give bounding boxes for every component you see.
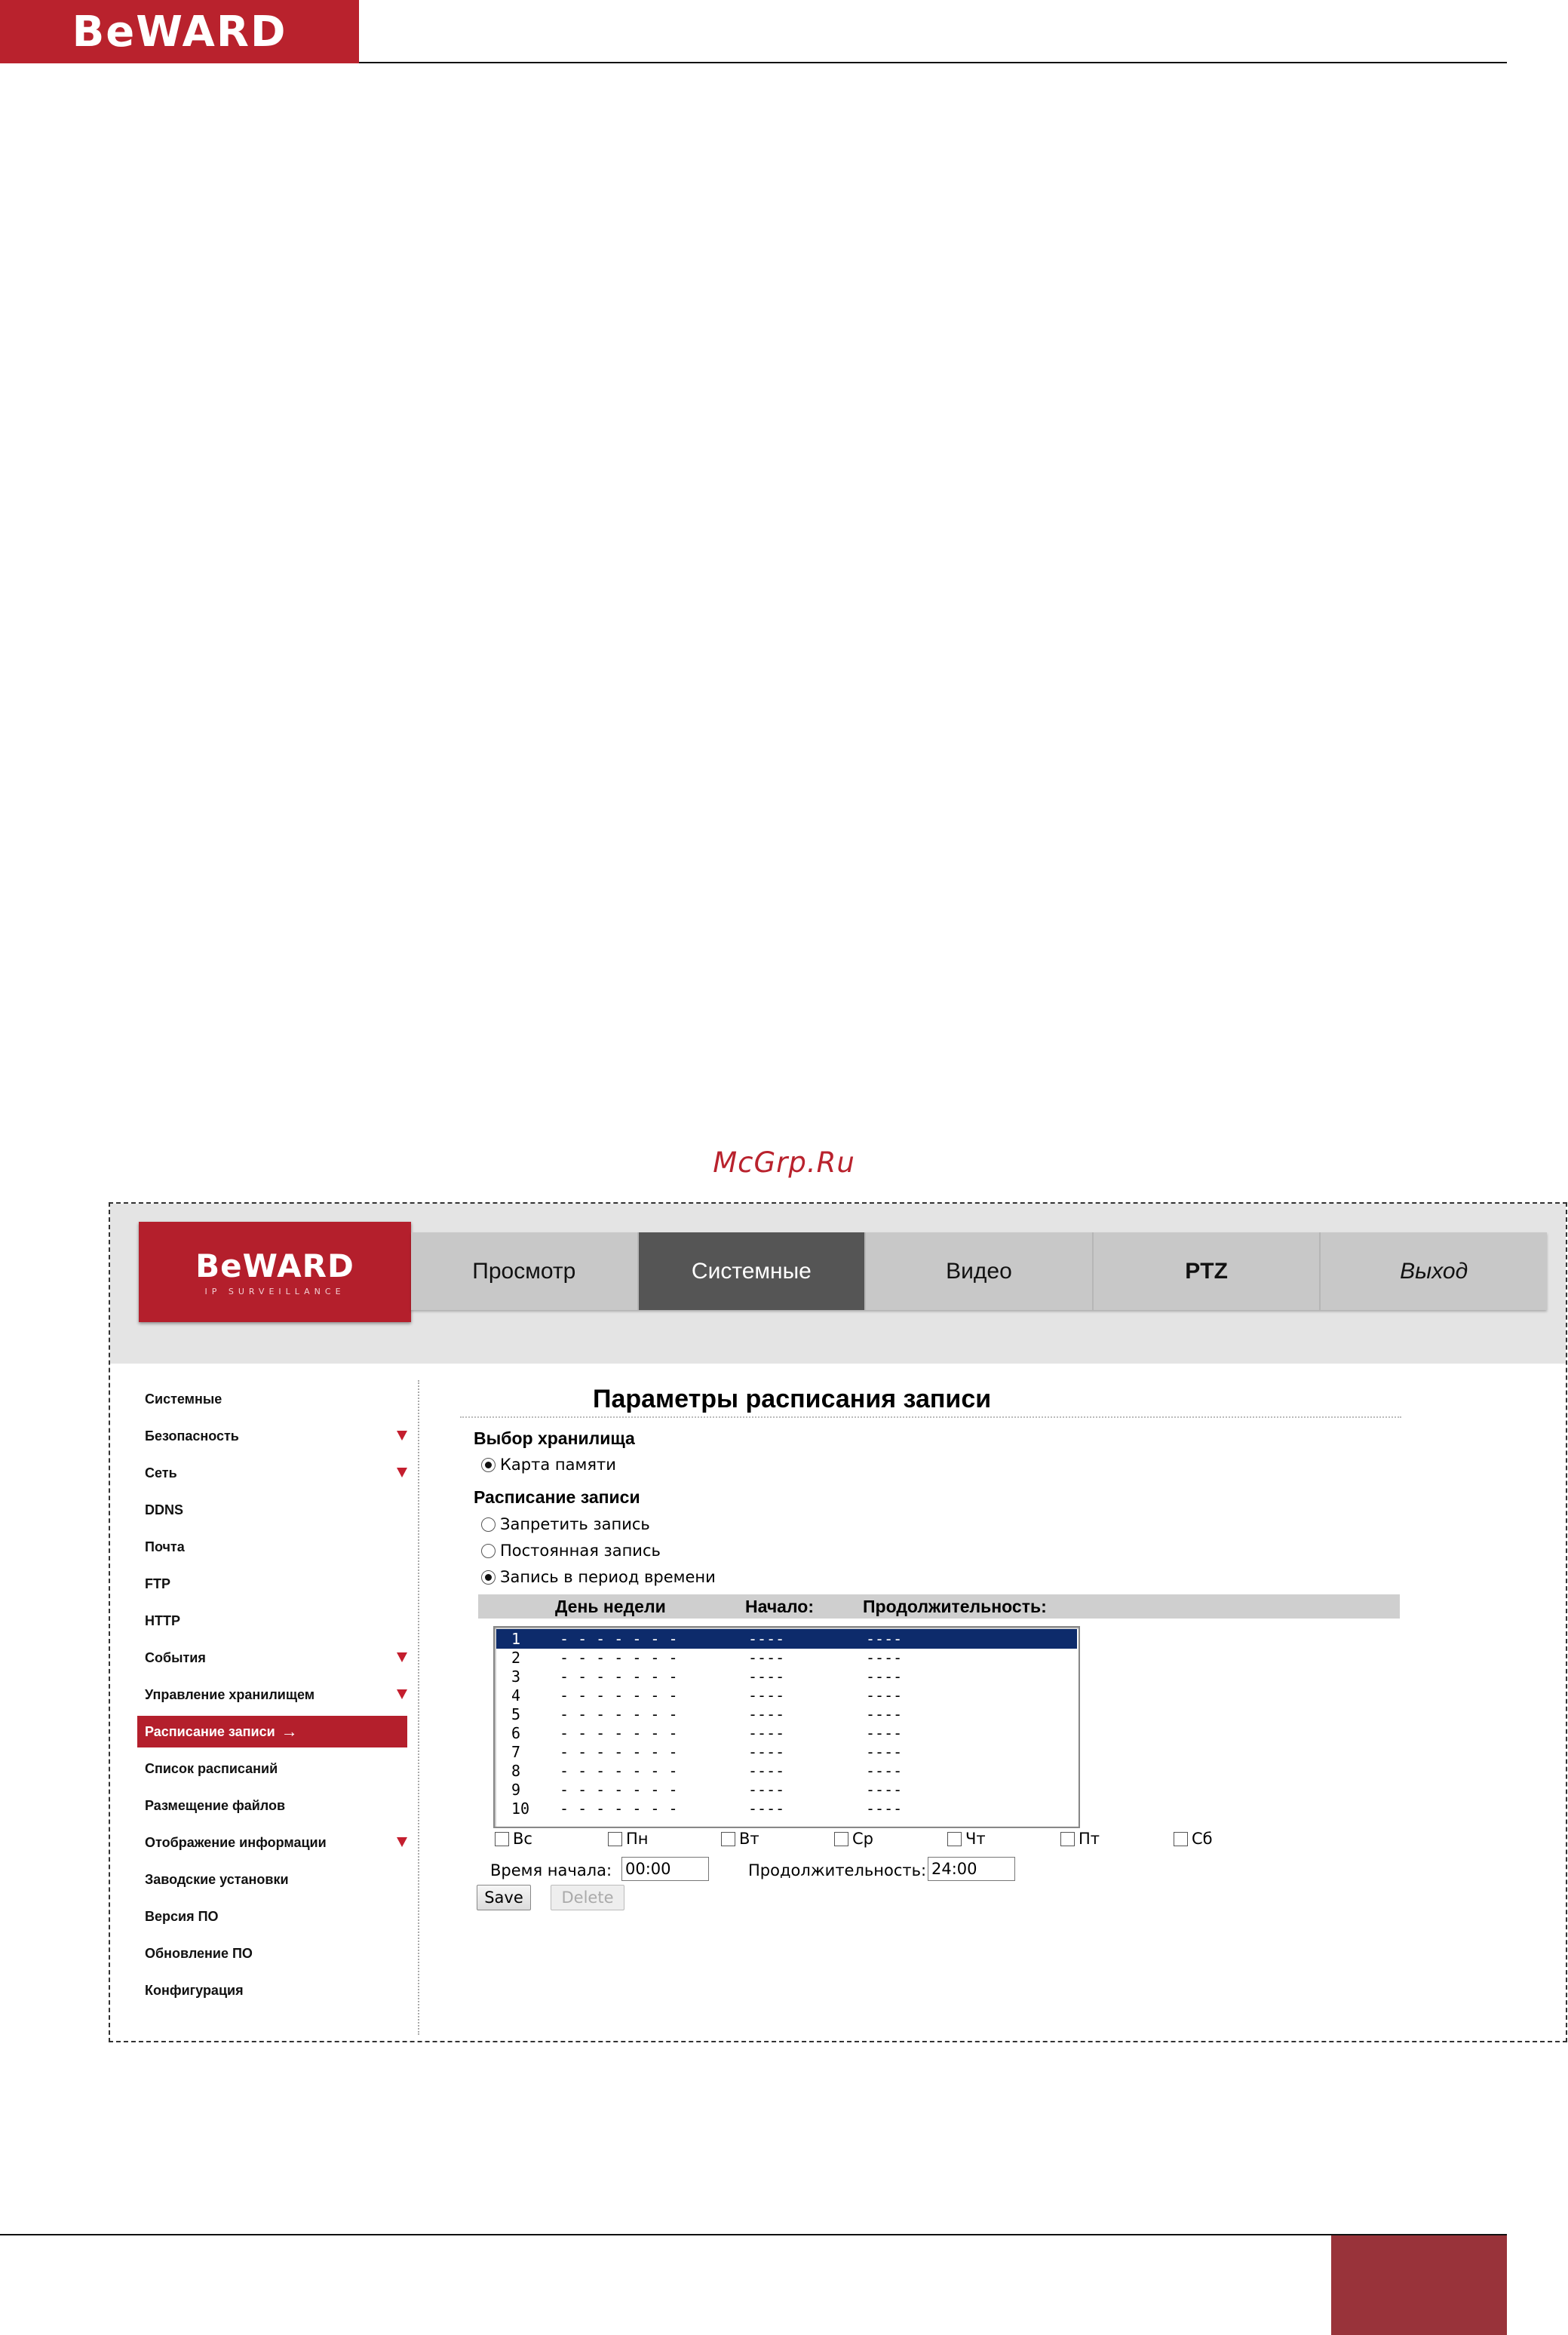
schedule-option-label: Постоянная запись (500, 1542, 661, 1560)
main-tabs (411, 1232, 1547, 1310)
screenshot-frame (109, 1202, 1567, 2042)
sidebar-item-ddns[interactable] (145, 1496, 410, 1524)
row-days: - - - - - - - (560, 1686, 678, 1704)
row-days: - - - - - - - (560, 1630, 678, 1648)
storage-label: Выбор хранилища (474, 1428, 635, 1448)
column-header-start: Начало: (745, 1597, 814, 1616)
checkbox-icon[interactable] (947, 1832, 962, 1846)
sidebar-item-label: HTTP (145, 1612, 180, 1628)
sidebar-item-events[interactable] (145, 1643, 410, 1672)
row-days: - - - - - - - (560, 1668, 678, 1686)
tab-view[interactable]: Просмотр (411, 1232, 639, 1310)
sidebar-item-http[interactable] (145, 1606, 410, 1635)
sidebar-item-configuration[interactable] (145, 1976, 410, 2005)
day-label: Сб (1192, 1830, 1213, 1848)
schedule-option-continuous[interactable] (481, 1542, 661, 1560)
list-item[interactable] (496, 1686, 1077, 1705)
doc-logo-text: BeWARD (72, 7, 287, 57)
save-button[interactable]: Save (477, 1885, 531, 1910)
sidebar-item-label: Управление хранилищем (145, 1686, 315, 1702)
page-title: Параметры расписания записи (593, 1385, 992, 1413)
row-start: ---- (748, 1668, 785, 1686)
list-item[interactable] (496, 1648, 1077, 1668)
schedule-option-label: Запретить запись (500, 1515, 650, 1533)
day-checkbox-tue[interactable] (721, 1830, 759, 1848)
app-logo-word: BeWARD (195, 1247, 354, 1284)
sidebar-item-label: Заводские установки (145, 1871, 289, 1887)
sidebar-item-label: Отображение информации (145, 1834, 327, 1850)
tab-logout[interactable]: Выход (1400, 1258, 1468, 1284)
start-time-input[interactable]: 00:00 (621, 1857, 709, 1881)
day-label: Вс (513, 1830, 532, 1848)
sidebar-item-display-info[interactable] (145, 1828, 410, 1857)
row-days: - - - - - - - (560, 1705, 678, 1723)
row-number: 1 (511, 1630, 521, 1648)
list-item[interactable] (496, 1780, 1077, 1800)
day-checkbox-thu[interactable] (947, 1830, 986, 1848)
title-divider (460, 1416, 1401, 1418)
row-days: - - - - - - - (560, 1762, 678, 1780)
row-duration: ---- (866, 1762, 903, 1780)
expand-arrow-icon (397, 1431, 407, 1441)
day-label: Пт (1079, 1830, 1100, 1848)
doc-header-rule (359, 62, 1507, 63)
tab-video[interactable]: Видео (866, 1232, 1094, 1310)
row-number: 2 (511, 1649, 521, 1667)
storage-option-label: Карта памяти (500, 1456, 616, 1474)
row-start: ---- (748, 1724, 785, 1742)
sidebar-item-label: Системные (145, 1391, 222, 1407)
sidebar-item-storage[interactable] (145, 1680, 410, 1709)
sidebar-item-label: События (145, 1649, 206, 1665)
expand-arrow-icon (397, 1652, 407, 1662)
row-duration: ---- (866, 1781, 903, 1799)
row-number: 6 (511, 1724, 521, 1742)
start-time-label: Время начала: (490, 1861, 612, 1879)
day-label: Вт (739, 1830, 759, 1848)
row-days: - - - - - - - (560, 1781, 678, 1799)
sidebar-item-label: Обновление ПО (145, 1945, 253, 1961)
sidebar-item-label: Почта (145, 1539, 185, 1554)
row-start: ---- (748, 1800, 785, 1818)
row-days: - - - - - - - (560, 1743, 678, 1761)
list-item[interactable] (496, 1742, 1077, 1762)
day-label: Ср (852, 1830, 873, 1848)
sidebar-item-schedule-list[interactable] (145, 1754, 410, 1783)
sidebar-item-firmware-update[interactable] (145, 1939, 410, 1968)
list-item[interactable] (496, 1704, 1077, 1724)
list-item[interactable] (496, 1667, 1077, 1686)
sidebar-item-factory-defaults[interactable] (145, 1865, 410, 1894)
row-duration: ---- (866, 1724, 903, 1742)
radio-icon[interactable] (481, 1458, 496, 1472)
expand-arrow-icon (397, 1468, 407, 1477)
sidebar-item-label: Версия ПО (145, 1908, 219, 1924)
schedule-option-label: Запись в период времени (500, 1568, 716, 1586)
list-item[interactable] (496, 1629, 1077, 1649)
sidebar-item-label: Безопасность (145, 1428, 239, 1444)
sidebar-item-label: FTP (145, 1576, 170, 1591)
checkbox-icon[interactable] (834, 1832, 848, 1846)
duration-input[interactable]: 24:00 (928, 1857, 1015, 1881)
column-header-day: День недели (555, 1597, 666, 1616)
doc-footer-rule (0, 2234, 1507, 2235)
radio-icon[interactable] (481, 1544, 496, 1558)
row-duration: ---- (866, 1630, 903, 1648)
radio-icon[interactable] (481, 1517, 496, 1532)
row-start: ---- (748, 1705, 785, 1723)
radio-icon[interactable] (481, 1570, 496, 1585)
day-label: Чт (965, 1830, 986, 1848)
schedule-table-header (478, 1594, 1400, 1619)
sidebar-item-system[interactable] (145, 1385, 410, 1413)
doc-footer-block (1331, 2235, 1507, 2335)
sidebar-item-label: Список расписаний (145, 1760, 278, 1776)
day-checkbox-wed[interactable] (834, 1830, 873, 1848)
row-number: 7 (511, 1743, 521, 1761)
row-duration: ---- (866, 1668, 903, 1686)
sidebar-item-firmware-version[interactable] (145, 1902, 410, 1931)
row-start: ---- (748, 1686, 785, 1704)
schedule-label: Расписание записи (474, 1487, 640, 1507)
sidebar (110, 1385, 419, 2041)
duration-label: Продолжительность: (748, 1861, 927, 1879)
tab-system[interactable]: Системные (639, 1232, 867, 1310)
row-duration: ---- (866, 1800, 903, 1818)
row-number: 4 (511, 1686, 521, 1704)
sidebar-item-label: Расписание записи (145, 1723, 275, 1739)
watermark: McGrp.Ru (713, 1146, 855, 1179)
row-number: 5 (511, 1705, 521, 1723)
tab-ptz[interactable]: PTZ (1094, 1232, 1321, 1310)
sidebar-item-record-schedule[interactable] (137, 1716, 407, 1747)
row-start: ---- (748, 1781, 785, 1799)
sidebar-item-file-location[interactable] (145, 1791, 410, 1820)
list-item[interactable] (496, 1799, 1077, 1818)
list-item[interactable] (496, 1723, 1077, 1743)
sidebar-item-network[interactable] (145, 1459, 410, 1487)
storage-option-sdcard[interactable] (481, 1456, 616, 1474)
day-checkbox-sat[interactable] (1174, 1830, 1213, 1848)
row-duration: ---- (866, 1743, 903, 1761)
row-number: 3 (511, 1668, 521, 1686)
app-logo-subtitle: IP SURVEILLANCE (204, 1287, 345, 1296)
sidebar-item-label: Сеть (145, 1465, 177, 1480)
row-number: 9 (511, 1781, 521, 1799)
row-start: ---- (748, 1762, 785, 1780)
right-arrow-icon: → (281, 1722, 298, 1741)
schedule-listbox[interactable] (493, 1626, 1080, 1828)
checkbox-icon[interactable] (1060, 1832, 1075, 1846)
row-duration: ---- (866, 1705, 903, 1723)
list-item[interactable] (496, 1761, 1077, 1781)
schedule-option-disable[interactable] (481, 1515, 650, 1533)
row-start: ---- (748, 1743, 785, 1761)
top-bar (110, 1204, 1566, 1364)
app-logo (139, 1222, 411, 1322)
checkbox-icon[interactable] (721, 1832, 735, 1846)
row-days: - - - - - - - (560, 1724, 678, 1742)
row-days: - - - - - - - (560, 1800, 678, 1818)
checkbox-icon[interactable] (608, 1832, 622, 1846)
row-number: 10 (511, 1800, 530, 1818)
expand-arrow-icon (397, 1689, 407, 1699)
row-duration: ---- (866, 1649, 903, 1667)
day-checkbox-mon[interactable] (608, 1830, 649, 1848)
sidebar-item-label: Конфигурация (145, 1982, 244, 1998)
sidebar-item-label: DDNS (145, 1502, 184, 1517)
row-start: ---- (748, 1649, 785, 1667)
column-header-duration: Продолжительность: (863, 1597, 1047, 1616)
checkbox-icon[interactable] (1174, 1832, 1188, 1846)
doc-header-logo (0, 0, 359, 63)
sidebar-item-ftp[interactable] (145, 1569, 410, 1598)
sidebar-item-label: Размещение файлов (145, 1797, 286, 1813)
schedule-option-period[interactable] (481, 1568, 716, 1586)
row-number: 8 (511, 1762, 521, 1780)
row-days: - - - - - - - (560, 1649, 678, 1667)
expand-arrow-icon (397, 1837, 407, 1847)
day-checkbox-fri[interactable] (1060, 1830, 1100, 1848)
checkbox-icon[interactable] (495, 1832, 509, 1846)
day-label: Пн (626, 1830, 649, 1848)
row-start: ---- (748, 1630, 785, 1648)
day-checkbox-sun[interactable] (495, 1830, 532, 1848)
row-duration: ---- (866, 1686, 903, 1704)
sidebar-item-mail[interactable] (145, 1533, 410, 1561)
delete-button[interactable]: Delete (551, 1885, 624, 1910)
sidebar-item-security[interactable] (145, 1422, 410, 1450)
